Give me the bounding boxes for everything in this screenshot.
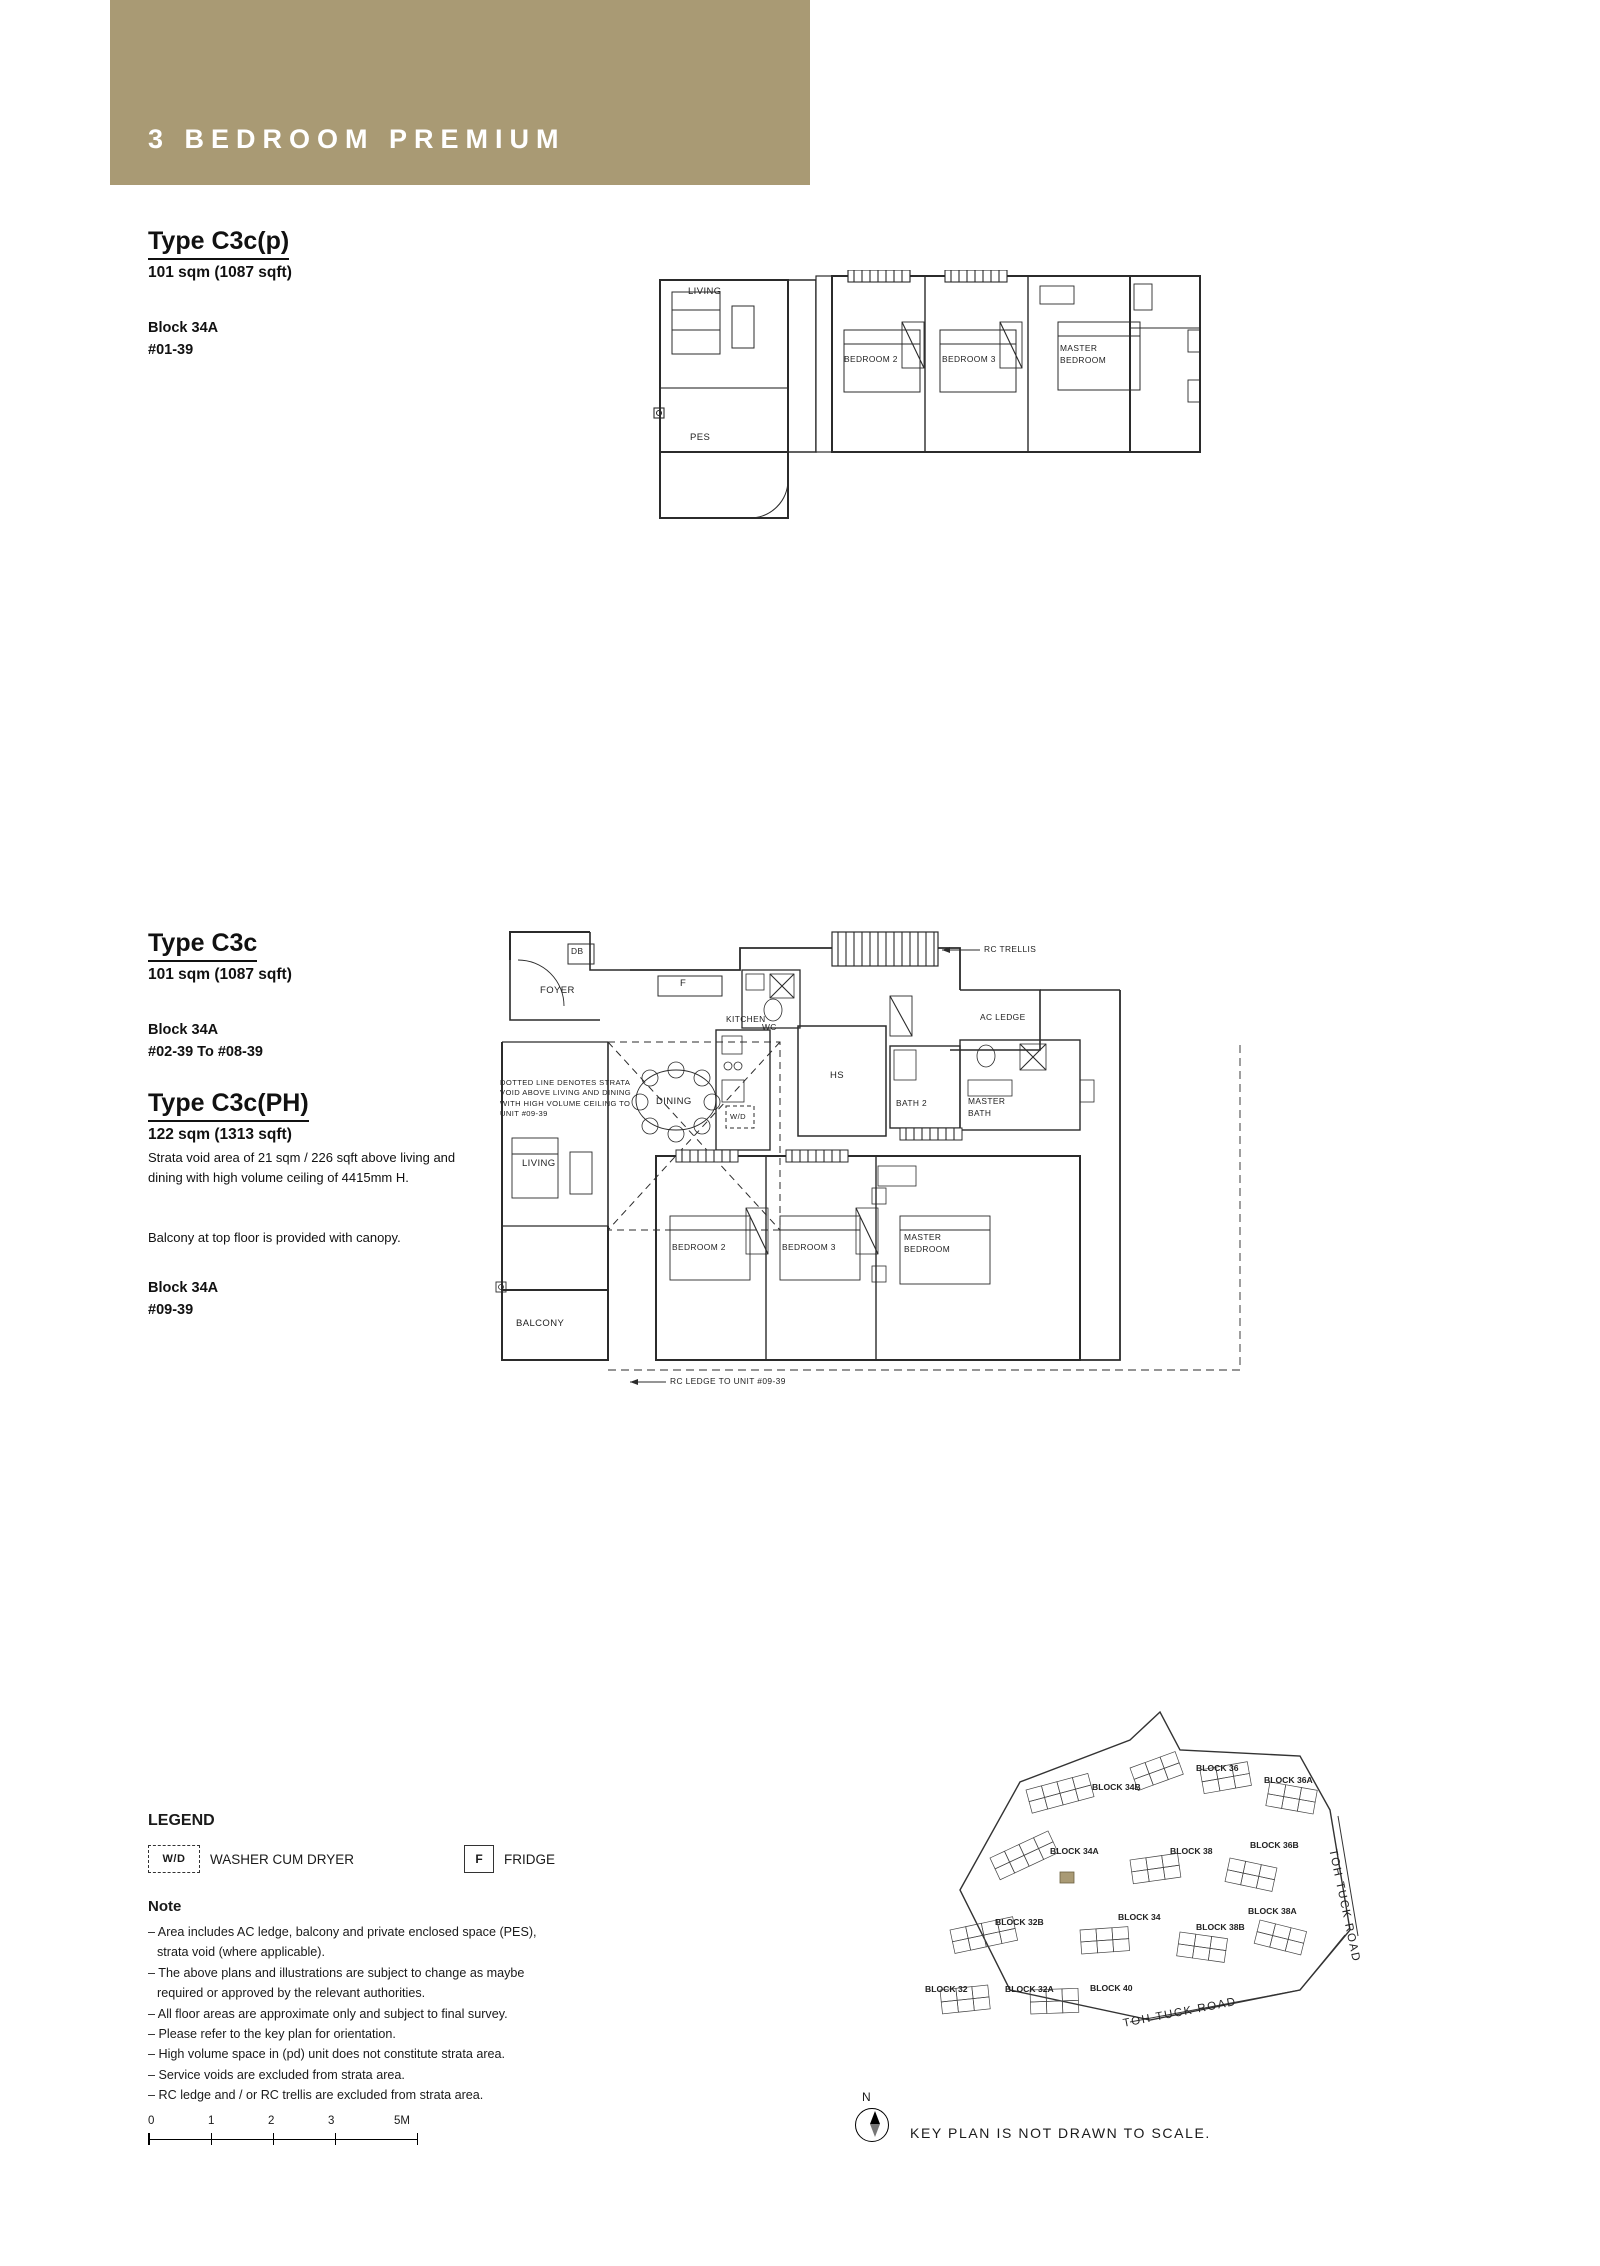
note-title: Note [148, 1898, 182, 1915]
label-foyer: FOYER [540, 985, 575, 996]
scale-tick-3: 3 [328, 2115, 335, 2127]
scale-tick-2: 2 [268, 2115, 275, 2127]
scale-tick-1: 1 [208, 2115, 215, 2127]
scale-tick-0: 0 [148, 2115, 155, 2127]
note-list [148, 1922, 668, 2106]
label-pes-top: PES [690, 432, 711, 443]
label-living-bottom: LIVING [522, 1158, 556, 1169]
note-item: – All floor areas are approximate only and subject to final survey. [148, 2006, 508, 2021]
keyplan-block-label: BLOCK 34A [1050, 1846, 1099, 1856]
keyplan-block-label: BLOCK 34B [1092, 1782, 1141, 1792]
label-master-bedroom-bottom-2: BEDROOM [904, 1244, 951, 1254]
keyplan-block-label: BLOCK 32B [995, 1917, 1044, 1927]
plan-ph-type-title: Type C3c(PH) [148, 1090, 309, 1122]
note-item: – Area includes AC ledge, balcony and private enclosed space (PES), [148, 1925, 537, 1939]
keyplan-block-label: BLOCK 38B [1196, 1922, 1245, 1932]
compass-icon [855, 2108, 889, 2142]
label-dining: DINING [656, 1096, 692, 1107]
note-item: strata void (where applicable). [157, 1945, 325, 1960]
fridge-symbol: F [464, 1845, 494, 1873]
note-item: required or approved by the relevant authorities. [157, 1986, 426, 2001]
north-label: N [862, 2090, 871, 2104]
label-master-bedroom-top-1: MASTER [1060, 343, 1098, 353]
plan-bottom-block: Block 34A [148, 1022, 219, 1038]
road-label-right: TOH TUCK ROAD [1326, 1848, 1363, 1964]
label-living-top: LIVING [688, 286, 722, 297]
label-wc: WC [762, 1022, 777, 1032]
keyplan-block-label: BLOCK 38A [1248, 1906, 1297, 1916]
label-bedroom2-top: BEDROOM 2 [844, 354, 898, 364]
fridge-label: FRIDGE [504, 1851, 556, 1867]
label-rc-ledge: RC LEDGE TO UNIT #09-39 [670, 1376, 786, 1386]
plan-ph-note2: Balcony at top floor is provided with canopy. [148, 1230, 401, 1245]
legend-title: LEGEND [148, 1812, 215, 1829]
plan-top-type-title: Type C3c(p) [148, 228, 289, 260]
road-label-bottom: TOH TUCK ROAD [1122, 1995, 1238, 2030]
scale-bar [148, 2115, 418, 2145]
note-item: – High volume space in (pd) unit does not constitute strata area. [148, 2047, 506, 2062]
plan-bottom-type-title: Type C3c [148, 930, 257, 962]
keyplan-block-label: BLOCK 38 [1170, 1846, 1213, 1856]
label-kitchen: KITCHEN [726, 1014, 766, 1024]
keyplan-block-label: BLOCK 32A [1005, 1984, 1054, 1994]
label-bedroom2-bottom: BEDROOM 2 [672, 1242, 726, 1252]
plan-top-area: 101 sqm (1087 sqft) [148, 264, 292, 281]
label-master-bedroom-bottom-1: MASTER [904, 1232, 942, 1242]
keyplan-block-label: BLOCK 40 [1090, 1983, 1133, 1993]
note-item: – The above plans and illustrations are subject to change as maybe [148, 1965, 525, 1980]
label-fridge-plan: F [680, 978, 687, 989]
note-item: – Please refer to the key plan for orientation. [148, 2026, 396, 2041]
keyplan-block-label: BLOCK 32 [925, 1984, 968, 1994]
plan-ph-block: Block 34A [148, 1280, 219, 1296]
plan-ph-area: 122 sqm (1313 sqft) [148, 1126, 292, 1143]
label-ac-ledge: AC LEDGE [980, 1012, 1026, 1022]
plan-bottom-area: 101 sqm (1087 sqft) [148, 966, 292, 983]
floorplan-c3cp [640, 270, 1340, 570]
header-banner [110, 0, 810, 185]
plan-ph-note: Strata void area of 21 sqm / 226 sqft above living and dining with high volume ceiling of 4415mm H. [148, 1150, 456, 1186]
keyplan-block-label: BLOCK 36A [1264, 1775, 1313, 1785]
plan-top-block: Block 34A [148, 320, 219, 336]
keyplan-block-label: BLOCK 36 [1196, 1763, 1239, 1773]
label-rc-trellis: RC TRELLIS [984, 944, 1037, 954]
label-balcony: BALCONY [516, 1318, 565, 1329]
legend-row [148, 1845, 555, 1873]
keyplan-block-label: BLOCK 34 [1118, 1912, 1161, 1922]
keyplan-block-label: BLOCK 36B [1250, 1840, 1299, 1850]
washer-dryer-label: WASHER CUM DRYER [210, 1851, 355, 1867]
key-plan [830, 1690, 1390, 2110]
label-bath2: BATH 2 [896, 1098, 928, 1108]
label-db: DB [571, 946, 584, 956]
page-title: 3 BEDROOM PREMIUM [148, 124, 566, 154]
label-bedroom3-bottom: BEDROOM 3 [782, 1242, 836, 1252]
label-master-bedroom-top-2: BEDROOM [1060, 355, 1107, 365]
label-hs: HS [830, 1070, 844, 1081]
washer-dryer-symbol: W/D [148, 1845, 200, 1873]
scale-tick-5m: 5M [394, 2115, 410, 2127]
label-wd-plan: W/D [730, 1112, 746, 1121]
label-master-bath-2: BATH [968, 1108, 992, 1118]
plan-ph-units: #09-39 [148, 1302, 194, 1318]
dotted-line-note: DOTTED LINE DENOTES STRATA VOID ABOVE LIVING AND DINING WITH HIGH VOLUME CEILING TO UNIT #09-39 [500, 1078, 632, 1118]
floorplan-c3c [480, 930, 1380, 1510]
plan-bottom-units: #02-39 To #08-39 [148, 1044, 263, 1060]
note-item: – RC ledge and / or RC trellis are excluded from strata area. [148, 2088, 484, 2103]
plan-top-units: #01-39 [148, 342, 194, 358]
label-bedroom3-top: BEDROOM 3 [942, 354, 996, 364]
keyplan-caption: KEY PLAN IS NOT DRAWN TO SCALE. [910, 2125, 1211, 2141]
note-item: – Service voids are excluded from strata area. [148, 2067, 405, 2082]
label-master-bath-1: MASTER [968, 1096, 1006, 1106]
